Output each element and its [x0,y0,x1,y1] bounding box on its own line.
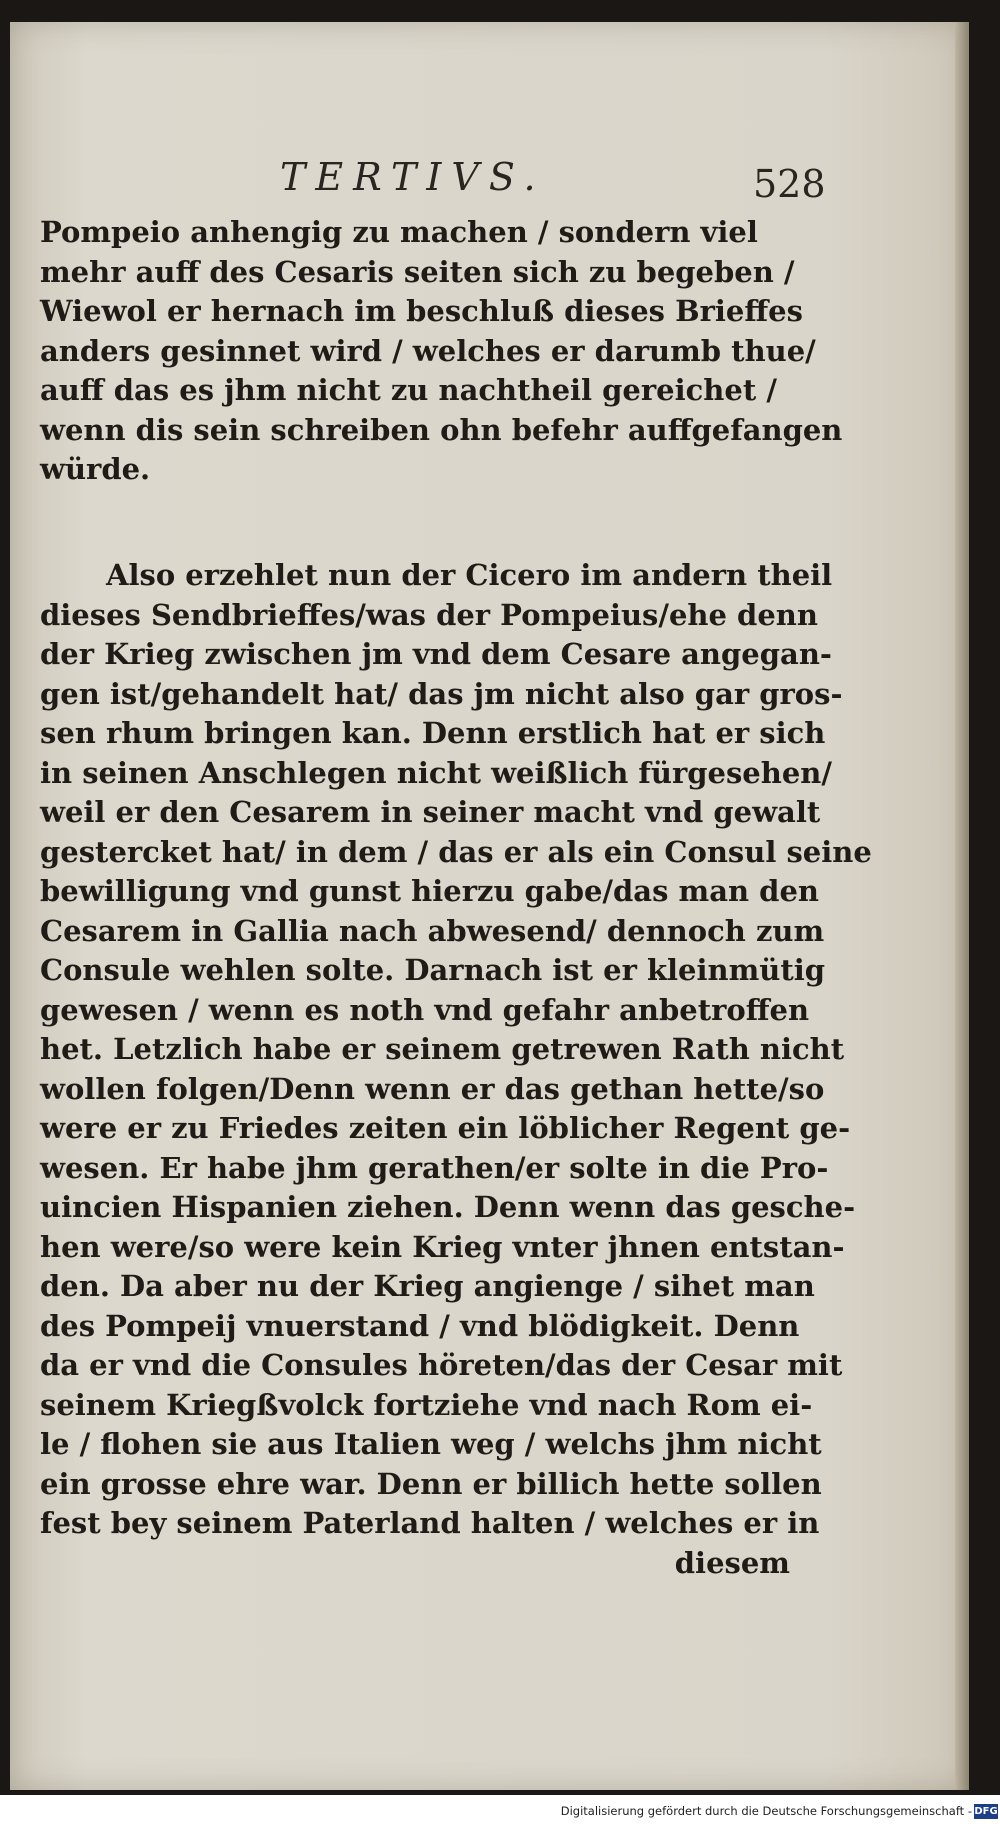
page-number: 528 [753,162,826,206]
text-line: den. Da aber nu der Krieg angienge / sihet man [40,1269,815,1303]
text-line: auff das es jhm nicht zu nachtheil gereichet / [40,373,777,407]
text-line: Pompeio anhengig zu machen / sondern viel [40,215,758,249]
page-edge [955,22,969,1790]
text-line: wollen folgen/Denn wenn er das gethan hette/so [40,1071,825,1106]
text-line: der Krieg zwischen jm vnd dem Cesare angegan- [40,637,832,671]
text-line: Wiewol er hernach im beschluß dieses Brieffes [40,294,803,328]
text-line: uincien Hispanien ziehen. Denn wenn das gesche- [40,1190,856,1224]
footer-credit: Digitalisierung gefördert durch die Deutsche Forschungsgemeinschaft - [560,1804,972,1818]
text-line: gewesen / wenn es noth vnd gefahr anbetroffen [40,992,810,1027]
text-line: sen rhum bringen kan. Denn erstlich hat er sich [40,716,826,750]
text-line: Consule wehlen solte. Darnach ist er kleinmütig [40,953,826,987]
text-line: seinem Kriegßvolck fortziehe vnd nach Rom ei- [40,1387,813,1422]
text-line: bewilligung vnd gunst hierzu gabe/das man den [40,874,819,908]
catchword: diesem [674,1545,790,1580]
text-line: le / flohen sie aus Italien weg / welchs jhm nicht [40,1427,822,1461]
text-line: würde. [40,452,151,486]
text-line: gen ist/gehandelt hat/ das jm nicht also gar gros- [40,676,843,711]
text-line: Cesarem in Gallia nach abwesend/ dennoch zum [40,913,825,948]
text-line: fest bey seinem Paterland halten / welches er in [40,1506,820,1540]
text-line: in seinen Anschlegen nicht weißlich fürgesehen/ [40,755,832,790]
text-line: mehr auff des Cesaris seiten sich zu begeben / [40,254,795,289]
running-head: TERTIVS. [280,155,546,199]
text-line: wenn dis sein schreiben ohn befehr auffgefangen [40,412,843,447]
paragraph-2 [40,556,872,1583]
text-line: hen were/so were kein Krieg vnter jhnen entstan- [40,1229,845,1264]
footer-bar [0,1800,1000,1827]
text-line: des Pompeij vnuerstand / vnd blödigkeit. Denn [40,1308,800,1343]
dfg-logo[interactable]: DFG [974,1806,998,1817]
text-line: da er vnd die Consules höreten/das der Cesar mit [40,1348,843,1382]
text-line: het. Letzlich habe er seinem getrewen Rath nicht [40,1032,845,1066]
text-line: ein grosse ehre war. Denn er billich hette sollen [40,1466,822,1501]
text-line: were er zu Friedes zeiten ein löblicher Regent ge- [40,1111,851,1145]
text-line: Also erzehlet nun der Cicero im andern theil [106,558,833,592]
text-line: anders gesinnet wird / welches er darumb thue/ [40,333,816,368]
text-line: wesen. Er habe jhm gerathen/er solte in die Pro- [40,1150,829,1185]
text-line: dieses Sendbrieffes/was der Pompeius/ehe denn [40,597,818,632]
text-line: gestercket hat/ in dem / das er als ein Consul seine [40,834,872,869]
paragraph-1 [40,213,843,490]
text-line: weil er den Cesarem in seiner macht vnd gewalt [40,795,821,829]
